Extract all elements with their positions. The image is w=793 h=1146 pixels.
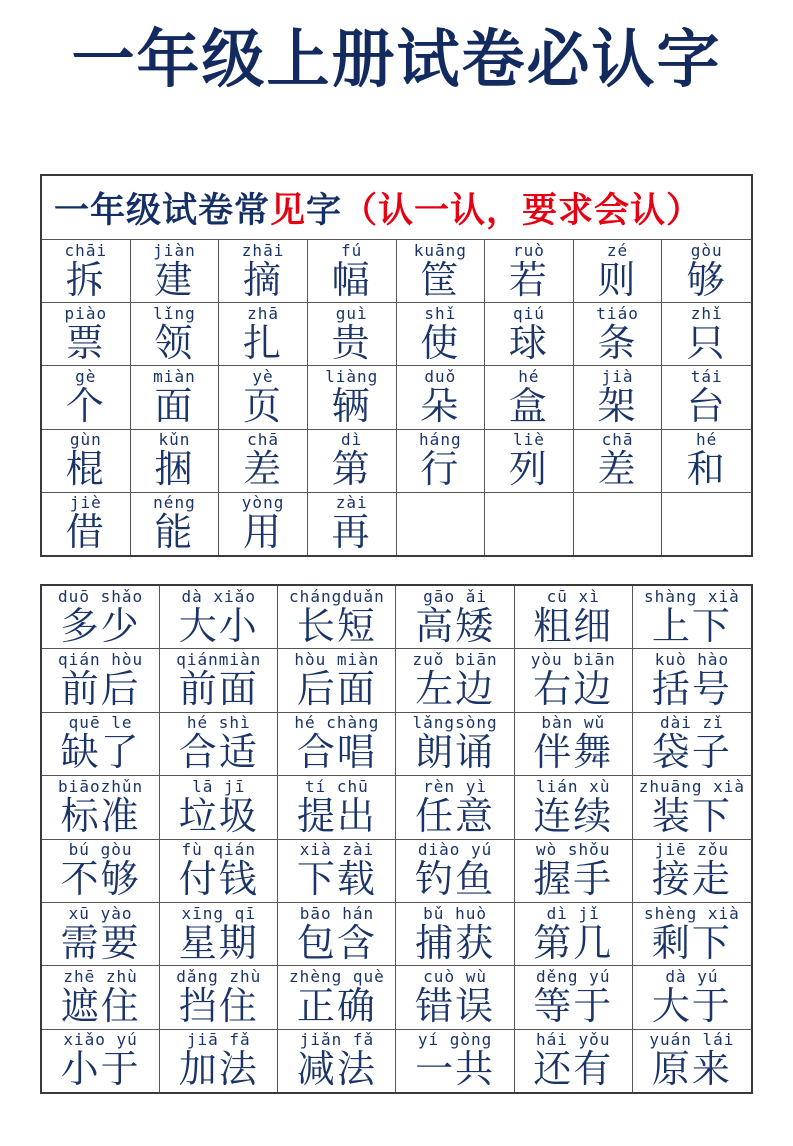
pinyin-label: děng yú (536, 966, 611, 986)
character-cell (633, 1030, 751, 1092)
character-cell (278, 649, 396, 712)
hanzi-text: 垃圾 (178, 795, 259, 838)
hanzi-text: 装下 (651, 795, 732, 838)
hanzi-text: 剩下 (651, 922, 732, 965)
character-cell (42, 1030, 160, 1092)
pinyin-label: zhāi (241, 240, 285, 260)
pinyin-label: jiàn (153, 240, 196, 260)
pinyin-label: diào yú (417, 840, 493, 860)
character-cell (131, 430, 220, 493)
character-cell (160, 776, 278, 839)
pinyin-label: piào (64, 303, 108, 323)
pinyin-label: tiáo (596, 303, 639, 323)
character-cell (485, 366, 574, 429)
pinyin-label: lián xù (536, 776, 611, 796)
pinyin-label: xiǎo yú (63, 1030, 138, 1050)
character-cell (515, 1030, 633, 1092)
character-cell (515, 713, 633, 776)
character-cell (42, 966, 160, 1029)
hanzi-text: 朵 (420, 385, 461, 428)
hanzi-text: 一共 (415, 1049, 496, 1092)
character-cell (160, 649, 278, 712)
pinyin-label: zhuāng xià (638, 776, 746, 796)
hanzi-text: 则 (597, 259, 638, 302)
character-cell (278, 586, 396, 649)
pinyin-label: yòng (241, 493, 285, 513)
character-cell (131, 366, 220, 429)
section-header (42, 176, 751, 240)
section-header-text-navy2: 字 (306, 190, 343, 230)
pinyin-label: yí gòng (417, 1030, 493, 1050)
character-cell (42, 586, 160, 649)
hanzi-text: 左边 (415, 669, 496, 712)
character-cell (396, 586, 514, 649)
pinyin-label: qiánmiàn (176, 650, 262, 670)
hanzi-text: 差 (243, 449, 284, 492)
hanzi-text: 用 (243, 512, 284, 555)
pinyin-label: cuò wù (423, 966, 487, 986)
hanzi-text: 小于 (60, 1049, 141, 1092)
hanzi-text: 标准 (60, 795, 141, 838)
pinyin-label: liè (512, 430, 545, 450)
pinyin-label: fù qián (181, 840, 256, 860)
pinyin-label: xià zài (299, 840, 375, 860)
character-cell (633, 966, 751, 1029)
hanzi-text: 需要 (60, 922, 141, 965)
character-cell (574, 366, 663, 429)
pinyin-label: jiā fǎ (186, 1030, 251, 1050)
word-pairs-table (42, 586, 751, 1092)
hanzi-text: 台 (686, 385, 727, 428)
hanzi-text: 钓鱼 (415, 859, 496, 902)
pinyin-label: ruò (512, 240, 545, 260)
common-characters-section (40, 174, 753, 557)
character-cell (308, 240, 397, 303)
pinyin-label: kuāng (413, 240, 467, 260)
hanzi-text: 付钱 (178, 859, 259, 902)
hanzi-text: 下载 (296, 859, 377, 902)
hanzi-text: 票 (65, 322, 106, 365)
pinyin-label: qián hòu (58, 650, 144, 670)
hanzi-text: 加法 (178, 1049, 259, 1092)
section-header-note-red: （认一认，要求会认） (342, 190, 703, 230)
character-cell (42, 303, 131, 366)
pinyin-label: hái yǒu (536, 1030, 611, 1050)
hanzi-text: 提出 (296, 795, 377, 838)
hanzi-text: 摘 (243, 259, 284, 302)
character-cell (515, 649, 633, 712)
pinyin-label: shǐ (424, 303, 457, 323)
hanzi-text: 页 (243, 385, 284, 428)
character-cell (278, 840, 396, 903)
character-cell (219, 493, 308, 555)
pinyin-label: jiē zǒu (654, 840, 730, 860)
character-cell (633, 840, 751, 903)
character-cell (42, 493, 131, 555)
hanzi-text: 包含 (296, 922, 377, 965)
character-cell (662, 240, 751, 303)
character-cell (515, 966, 633, 1029)
character-cell (160, 966, 278, 1029)
pinyin-label: zhǐ (690, 303, 723, 323)
pinyin-label: dì (341, 430, 363, 450)
pinyin-label: duō shǎo (58, 586, 144, 606)
hanzi-text: 长短 (296, 605, 377, 648)
pinyin-label: chāi (64, 240, 108, 260)
pinyin-label: dà xiǎo (181, 586, 256, 606)
hanzi-text: 伴舞 (533, 732, 614, 775)
character-cell (278, 1030, 396, 1092)
hanzi-text: 大小 (178, 605, 259, 648)
pinyin-label: gòu (690, 240, 723, 260)
pinyin-label: liàng (325, 366, 379, 386)
character-cell (515, 903, 633, 966)
pinyin-label: dì jǐ (546, 903, 600, 923)
character-cell (42, 366, 131, 429)
pinyin-label: dài zǐ (660, 713, 724, 733)
character-cell (574, 303, 663, 366)
hanzi-text: 架 (597, 385, 638, 428)
hanzi-text: 原来 (651, 1049, 732, 1092)
character-cell (397, 430, 486, 493)
section-header-text-red: 见 (270, 190, 307, 230)
hanzi-text: 等于 (533, 985, 614, 1028)
hanzi-text: 扎 (243, 322, 284, 365)
pinyin-label: shèng xià (644, 903, 740, 923)
hanzi-text: 第几 (533, 922, 614, 965)
character-cell (633, 776, 751, 839)
pinyin-label: wò shǒu (536, 840, 611, 860)
pinyin-label: rèn yì (423, 776, 487, 796)
hanzi-text: 筐 (420, 259, 461, 302)
character-cell (633, 586, 751, 649)
pinyin-label: quē le (68, 713, 133, 733)
character-cell (219, 366, 308, 429)
pinyin-label: miàn (153, 366, 196, 386)
character-cell (396, 1030, 514, 1092)
character-cell (633, 713, 751, 776)
character-cell (42, 649, 160, 712)
hanzi-text: 和 (686, 449, 727, 492)
hanzi-text: 合唱 (296, 732, 377, 775)
hanzi-text: 朗诵 (415, 732, 496, 775)
hanzi-text: 握手 (533, 859, 614, 902)
pinyin-label: shàng xià (644, 586, 740, 606)
character-cell (485, 430, 574, 493)
character-cell (515, 776, 633, 839)
page-title: 一年级上册试卷必认字 (71, 25, 722, 95)
pinyin-label: cū xì (546, 586, 600, 606)
hanzi-text: 挡住 (178, 985, 259, 1028)
character-cell (131, 240, 220, 303)
hanzi-text: 还有 (533, 1049, 614, 1092)
pinyin-label: bàn wǔ (541, 713, 606, 733)
hanzi-text: 不够 (60, 859, 141, 902)
pinyin-label: zhē zhù (63, 966, 138, 986)
pinyin-label: gùn (69, 430, 102, 450)
hanzi-text: 幅 (331, 259, 372, 302)
pinyin-label: hé (696, 430, 718, 450)
pinyin-label: hé shì (186, 713, 251, 733)
pinyin-label: tí chū (305, 776, 369, 796)
hanzi-text: 面 (154, 385, 195, 428)
character-cell (396, 713, 514, 776)
pinyin-label: xīng qī (181, 903, 256, 923)
hanzi-text: 减法 (296, 1049, 377, 1092)
character-cell (308, 303, 397, 366)
pinyin-label: dǎng zhù (176, 966, 262, 986)
pinyin-label: gè (75, 366, 97, 386)
character-cell (397, 240, 486, 303)
pinyin-label: lā jī (192, 776, 246, 796)
pinyin-label: biāozhǔn (58, 776, 144, 796)
hanzi-text: 多少 (60, 605, 141, 648)
hanzi-text: 袋子 (651, 732, 732, 775)
character-cell (131, 303, 220, 366)
character-cell (574, 240, 663, 303)
hanzi-text: 任意 (415, 795, 496, 838)
character-cell (515, 586, 633, 649)
character-cell (515, 840, 633, 903)
character-cell (160, 840, 278, 903)
character-cell (160, 903, 278, 966)
pinyin-label: hé chàng (294, 713, 380, 733)
hanzi-text: 接走 (651, 859, 732, 902)
character-cell (396, 649, 514, 712)
pinyin-label: bāo hán (299, 903, 375, 923)
pinyin-label: yòu biān (530, 650, 616, 670)
hanzi-text: 若 (508, 259, 549, 302)
hanzi-text: 捆 (154, 449, 195, 492)
character-cell (131, 493, 220, 555)
character-cell (42, 776, 160, 839)
hanzi-text: 缺了 (60, 732, 141, 775)
character-cell (219, 303, 308, 366)
character-cell (219, 430, 308, 493)
character-cell (396, 903, 514, 966)
pinyin-label: tái (690, 366, 723, 386)
character-cell (396, 966, 514, 1029)
character-cell (42, 240, 131, 303)
pinyin-label: zài (335, 493, 368, 513)
hanzi-text: 使 (420, 322, 461, 365)
hanzi-text: 棍 (65, 449, 106, 492)
character-cell (397, 303, 486, 366)
hanzi-text: 上下 (651, 605, 732, 648)
character-cell (633, 903, 751, 966)
pinyin-label: guì (335, 303, 368, 323)
pinyin-label: yuán lái (649, 1030, 735, 1050)
character-cell (160, 713, 278, 776)
pinyin-label: bú gòu (68, 840, 133, 860)
hanzi-text: 建 (154, 259, 195, 302)
character-cell (278, 713, 396, 776)
pinyin-label: yè (252, 366, 274, 386)
pinyin-label: hé (518, 366, 540, 386)
empty-cell (574, 493, 663, 555)
pinyin-label: gāo ǎi (423, 586, 487, 606)
hanzi-text: 合适 (178, 732, 259, 775)
pinyin-label: chā (247, 430, 280, 450)
character-cell (396, 776, 514, 839)
pinyin-label: zé (606, 240, 629, 260)
hanzi-text: 拆 (65, 259, 106, 302)
word-pairs-section (40, 584, 753, 1094)
hanzi-text: 错误 (415, 985, 496, 1028)
character-cell (397, 366, 486, 429)
pinyin-label: fú (341, 240, 363, 260)
hanzi-text: 借 (65, 512, 106, 555)
hanzi-text: 第 (331, 449, 372, 492)
hanzi-text: 只 (686, 322, 727, 365)
character-cell (160, 586, 278, 649)
hanzi-text: 辆 (331, 385, 372, 428)
hanzi-text: 够 (686, 259, 727, 302)
character-cell (308, 493, 397, 555)
hanzi-text: 前面 (178, 669, 259, 712)
hanzi-text: 领 (154, 322, 195, 365)
hanzi-text: 列 (508, 449, 549, 492)
pinyin-label: jiǎn fǎ (299, 1030, 375, 1050)
hanzi-text: 球 (508, 322, 549, 365)
empty-cell (662, 493, 751, 555)
character-cell (485, 240, 574, 303)
section-header-text-navy: 一年级试卷常 (54, 190, 271, 230)
pinyin-label: kǔn (158, 430, 191, 450)
character-cell (160, 1030, 278, 1092)
pinyin-label: háng (419, 430, 462, 450)
character-cell (219, 240, 308, 303)
hanzi-text: 能 (154, 512, 195, 555)
character-cell (662, 366, 751, 429)
pinyin-label: zhèng què (289, 966, 385, 986)
hanzi-text: 粗细 (533, 605, 614, 648)
character-cell (662, 303, 751, 366)
character-cell (633, 649, 751, 712)
hanzi-text: 正确 (296, 985, 377, 1028)
hanzi-text: 条 (597, 322, 638, 365)
character-cell (574, 430, 663, 493)
pinyin-label: duǒ (424, 366, 457, 386)
character-cell (42, 430, 131, 493)
pinyin-label: zhā (247, 303, 280, 323)
pinyin-label: qiú (512, 303, 545, 323)
hanzi-text: 再 (331, 512, 372, 555)
character-cell (42, 840, 160, 903)
pinyin-label: jiè (69, 493, 102, 513)
hanzi-text: 后面 (296, 669, 377, 712)
hanzi-text: 连续 (533, 795, 614, 838)
hanzi-text: 遮住 (60, 985, 141, 1028)
empty-cell (485, 493, 574, 555)
hanzi-text: 贵 (331, 322, 372, 365)
character-cell (308, 366, 397, 429)
pinyin-label: chā (601, 430, 634, 450)
pinyin-label: jià (601, 366, 634, 386)
hanzi-text: 行 (420, 449, 461, 492)
character-cell (278, 776, 396, 839)
character-cell (485, 303, 574, 366)
pinyin-label: xū yào (68, 903, 133, 923)
empty-cell (397, 493, 486, 555)
hanzi-text: 高矮 (415, 605, 496, 648)
pinyin-label: chángduǎn (289, 586, 385, 606)
pinyin-label: lǐng (153, 303, 196, 323)
character-cell (278, 903, 396, 966)
pinyin-label: hòu miàn (294, 650, 380, 670)
hanzi-text: 差 (597, 449, 638, 492)
character-cell (42, 713, 160, 776)
pinyin-label: dà yú (665, 966, 719, 986)
hanzi-text: 大于 (651, 985, 732, 1028)
pinyin-label: lǎngsòng (412, 713, 498, 733)
hanzi-text: 括号 (651, 669, 732, 712)
pinyin-label: bǔ huò (423, 903, 487, 923)
hanzi-text: 右边 (533, 669, 614, 712)
character-cell (278, 966, 396, 1029)
character-cell (308, 430, 397, 493)
pinyin-label: néng (153, 493, 196, 513)
pinyin-label: kuò hào (654, 650, 730, 670)
pinyin-label: zuǒ biān (412, 650, 498, 670)
hanzi-text: 前后 (60, 669, 141, 712)
character-cell (42, 903, 160, 966)
hanzi-text: 个 (65, 385, 106, 428)
character-cell (396, 840, 514, 903)
hanzi-text: 盒 (508, 385, 549, 428)
hanzi-text: 星期 (178, 922, 259, 965)
single-character-table (42, 240, 751, 555)
character-cell (662, 430, 751, 493)
hanzi-text: 捕获 (415, 922, 496, 965)
